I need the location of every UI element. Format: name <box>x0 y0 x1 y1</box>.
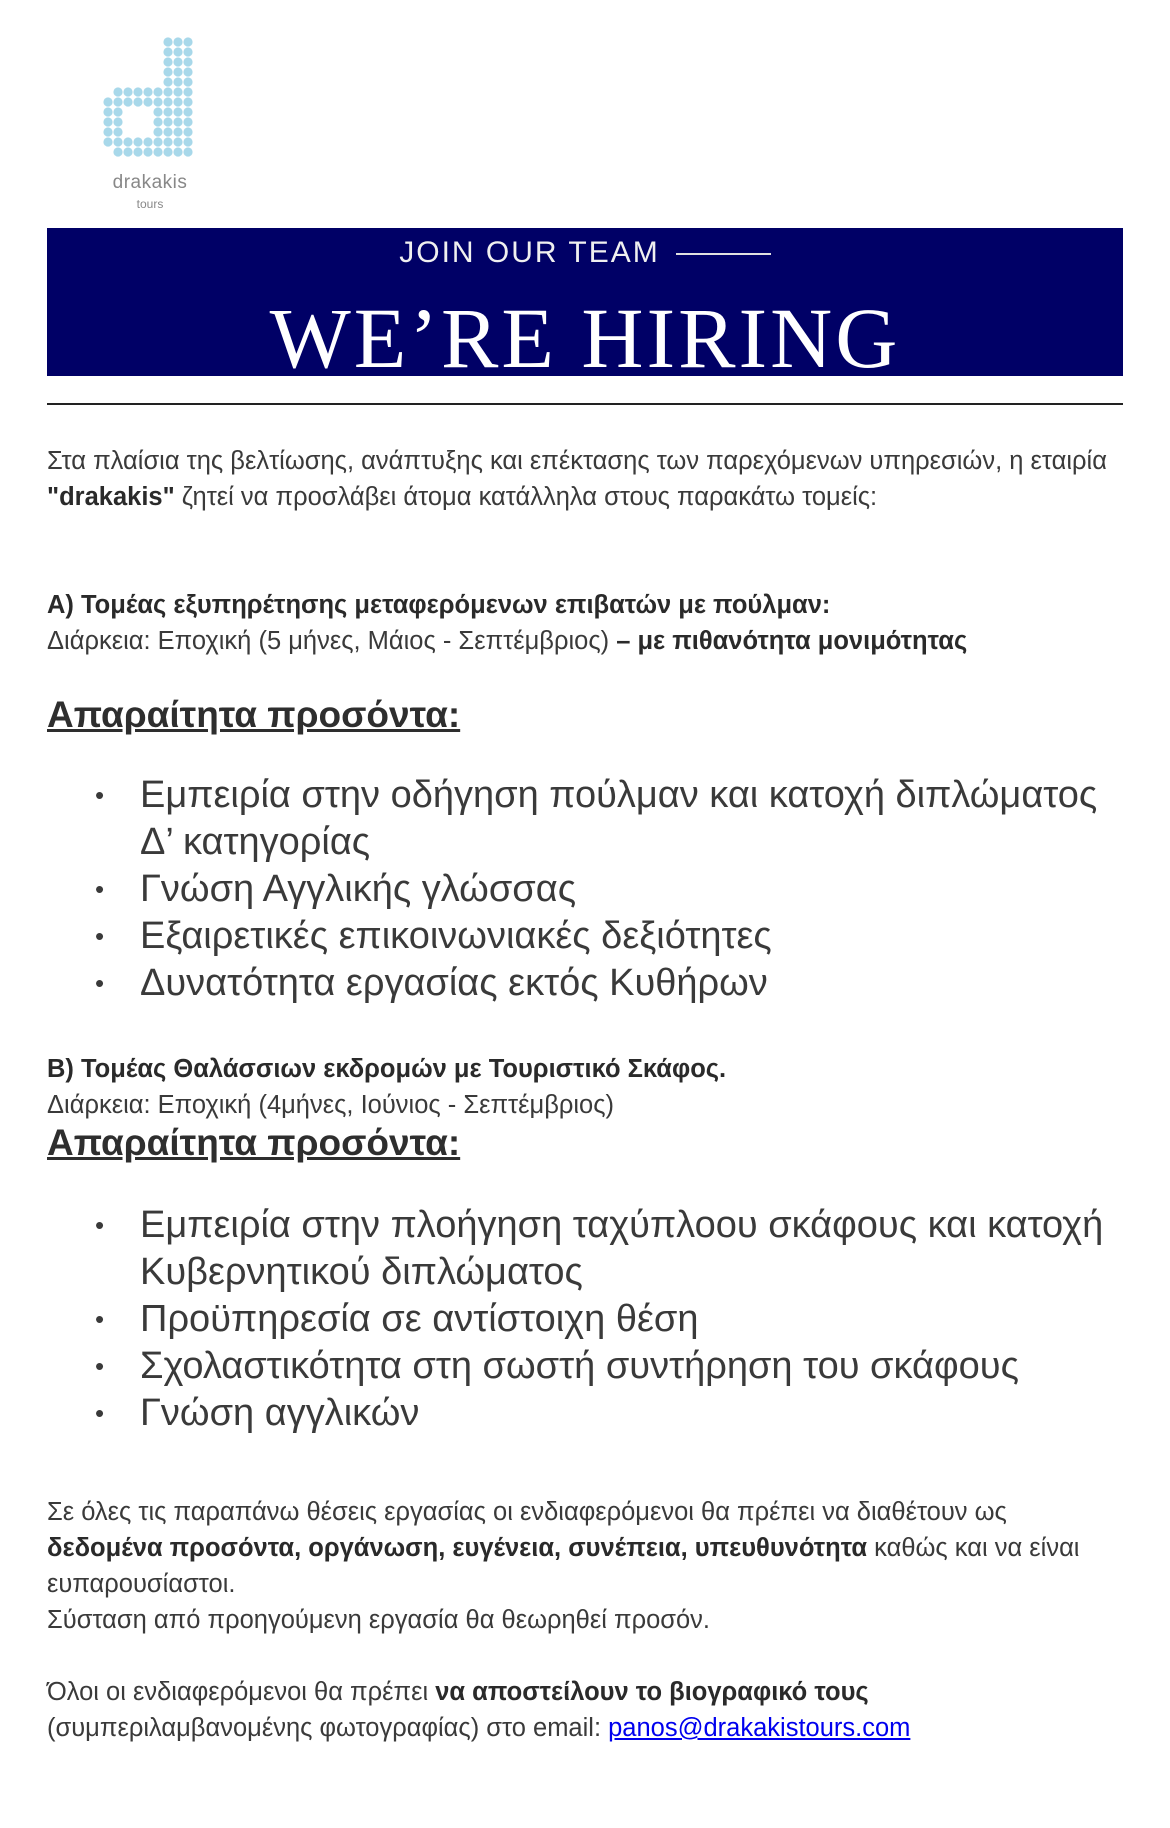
logo-dot <box>103 97 112 106</box>
logo-dot <box>183 57 192 66</box>
logo-dot <box>113 127 122 136</box>
closing-recommendation: Σύσταση από προηγούμενη εργασία θα θεωρηθεί προσόν. <box>47 1606 711 1634</box>
logo-dot <box>163 57 172 66</box>
application-text-1: Όλοι οι ενδιαφερόμενοι θα πρέπει <box>47 1678 436 1706</box>
section-a-duration: Διάρκεια: Εποχική (5 μήνες, Μάιος - Σεπτέμβριος) <box>47 627 617 655</box>
logo-dot <box>173 97 182 106</box>
logo-dot <box>173 47 182 56</box>
logo-dot <box>163 117 172 126</box>
logo-dot <box>133 97 142 106</box>
section-b-requirements-list <box>95 1202 1115 1437</box>
logo-dot <box>163 77 172 86</box>
logo-dot <box>173 147 182 156</box>
logo-dot <box>183 117 192 126</box>
logo-dot <box>153 87 162 96</box>
logo-dot <box>173 37 182 46</box>
logo-dot <box>153 137 162 146</box>
logo-name: drakakis <box>112 172 188 193</box>
logo-dot <box>173 137 182 146</box>
logo-dot <box>123 137 132 146</box>
logo-dot <box>113 87 122 96</box>
closing-text-1: Σε όλες τις παραπάνω θέσεις εργασίας οι ενδιαφερόμενοι θα πρέπει να διαθέτουν ως <box>47 1498 1007 1526</box>
logo-dot <box>183 87 192 96</box>
application-paragraph <box>47 1674 1127 1746</box>
logo-dot <box>153 117 162 126</box>
hiring-banner <box>47 228 1123 386</box>
logo-dot <box>183 37 192 46</box>
logo-dot <box>173 77 182 86</box>
section-b-requirements-heading: Απαραίτητα προσόντα: <box>47 1122 461 1163</box>
list-item: • Προϋπηρεσία σε αντίστοιχη θέση <box>95 1296 1115 1343</box>
section-a-requirements-heading: Απαραίτητα προσόντα: <box>47 694 461 735</box>
logo-dot <box>103 137 112 146</box>
closing-text-2: καθώς και να είναι ευπαρουσίαστοι. <box>47 1534 1080 1598</box>
logo-dot <box>133 87 142 96</box>
logo-dot <box>113 107 122 116</box>
logo-dot <box>183 127 192 136</box>
list-item: • Σχολαστικότητα στη σωστή συντήρηση του σκάφους <box>95 1343 1115 1390</box>
logo-dot <box>163 67 172 76</box>
banner-tagline-text: JOIN OUR TEAM <box>399 236 660 269</box>
logo-dot <box>183 147 192 156</box>
logo-dot <box>113 117 122 126</box>
logo-dot <box>163 147 172 156</box>
logo-dot <box>183 137 192 146</box>
list-item: • Δυνατότητα εργασίας εκτός Κυθήρων <box>95 960 1115 1007</box>
logo-dot <box>173 117 182 126</box>
list-item: • Γνώση Αγγλικής γλώσσας <box>95 866 1115 913</box>
logo-dot <box>173 87 182 96</box>
intro-text-1: Στα πλαίσια της βελτίωσης, ανάπτυξης και επέκτασης των παρεχόμενων υπηρεσιών, η εταιρία <box>47 447 1107 475</box>
closing-qualities: δεδομένα προσόντα, οργάνωση, ευγένεια, συνέπεια, υπευθυνότητα <box>47 1534 868 1562</box>
logo-dot <box>163 47 172 56</box>
logo-dot <box>153 97 162 106</box>
logo-dot <box>183 107 192 116</box>
list-item: • Εξαιρετικές επικοινωνιακές δεξιότητες <box>95 913 1115 960</box>
intro-paragraph <box>47 443 1127 515</box>
logo-dot <box>113 147 122 156</box>
logo-dots-icon <box>100 34 200 169</box>
logo-dot <box>183 47 192 56</box>
logo-dot <box>123 97 132 106</box>
logo-dot <box>143 137 152 146</box>
list-item: • Εμπειρία στην οδήγηση πούλμαν και κατοχή διπλώματος Δ’ κατηγορίας <box>95 772 1115 866</box>
closing-paragraph <box>47 1494 1127 1638</box>
logo-subtitle: tours <box>136 197 164 211</box>
divider <box>47 403 1123 405</box>
logo-dot <box>173 67 182 76</box>
logo-dot <box>163 97 172 106</box>
section-a-requirements-list <box>95 772 1115 1007</box>
logo-dot <box>183 67 192 76</box>
logo-dot <box>113 137 122 146</box>
logo-dot <box>143 87 152 96</box>
logo-dot <box>173 57 182 66</box>
company-name: "drakakis" <box>47 483 175 511</box>
logo-dot <box>103 117 112 126</box>
banner-tagline <box>47 236 1123 270</box>
logo-dot <box>113 97 122 106</box>
logo-dot <box>123 87 132 96</box>
application-instruction: να αποστείλουν το βιογραφικό τους <box>435 1678 869 1706</box>
section-b-duration: Διάρκεια: Εποχική (4μήνες, Ιούνιος - Σεπτέμβριος) <box>47 1091 614 1119</box>
logo-dot <box>183 77 192 86</box>
application-text-2: (συμπεριλαμβανομένης φωτογραφίας) στο email: <box>47 1714 609 1742</box>
logo-dot <box>133 137 142 146</box>
logo-dot <box>163 107 172 116</box>
logo-dot <box>143 97 152 106</box>
section-a-info <box>47 587 1127 659</box>
banner-dash <box>676 253 771 255</box>
logo-dot <box>173 127 182 136</box>
section-a-duration-note: – με πιθανότητα μονιμότητας <box>616 627 968 655</box>
logo-dot <box>103 107 112 116</box>
intro-text-2: ζητεί να προσλάβει άτομα κατάλληλα στους παρακάτω τομείς: <box>174 483 878 511</box>
logo-dot <box>163 137 172 146</box>
logo-dot <box>153 127 162 136</box>
section-b-info <box>47 1051 1127 1123</box>
banner-headline: WE’RE HIRING <box>269 290 901 386</box>
list-item: • Γνώση αγγλικών <box>95 1390 1115 1437</box>
logo-dot <box>173 107 182 116</box>
logo-dot <box>133 147 142 156</box>
logo-dot <box>163 127 172 136</box>
logo-dot <box>163 37 172 46</box>
logo-dot <box>143 147 152 156</box>
logo-dot <box>153 147 162 156</box>
logo-dot <box>153 107 162 116</box>
logo-dot <box>163 87 172 96</box>
list-item: • Εμπειρία στην πλοήγηση ταχύπλοου σκάφους και κατοχή Κυβερνητικού διπλώματος <box>95 1202 1115 1296</box>
section-b-title: Β) Τομέας Θαλάσσιων εκδρομών με Τουριστικό Σκάφος. <box>47 1055 727 1083</box>
logo-dot <box>183 97 192 106</box>
email-link[interactable]: panos@drakakistours.com <box>608 1714 911 1742</box>
logo-dot <box>123 147 132 156</box>
logo-dot <box>103 127 112 136</box>
section-a-title: Α) Τομέας εξυπηρέτησης μεταφερόμενων επιβατών με πούλμαν: <box>47 591 831 619</box>
company-logo <box>100 34 210 219</box>
